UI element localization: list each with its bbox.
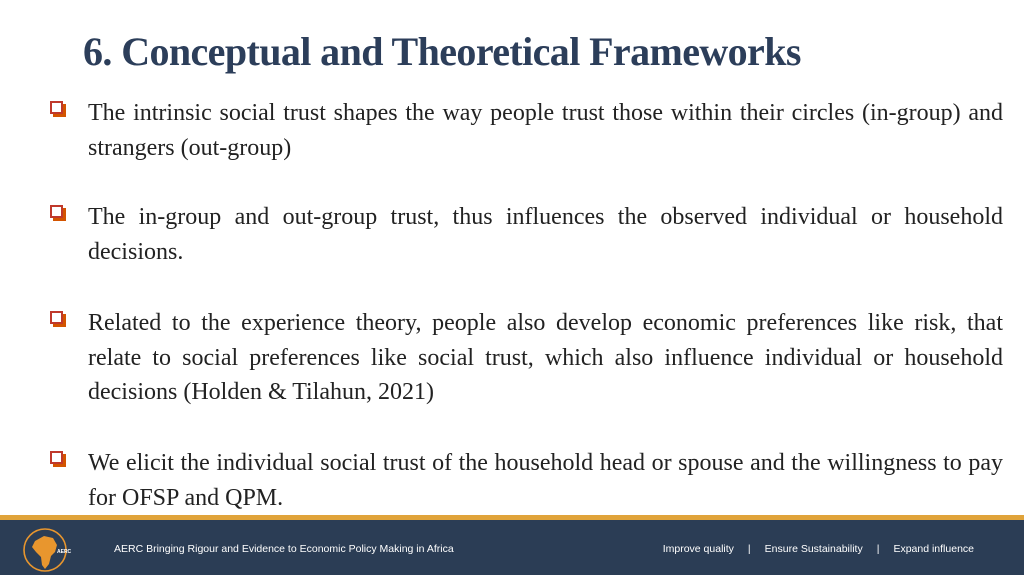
footer-tagline: AERC Bringing Rigour and Evidence to Economic Policy Making in Africa xyxy=(114,543,454,555)
slide-title: 6. Conceptual and Theoretical Frameworks xyxy=(83,29,801,74)
footer-link-ensure-sustainability: Ensure Sustainability xyxy=(764,543,863,555)
svg-text:AERC: AERC xyxy=(57,549,72,555)
bullet-item xyxy=(50,446,1003,515)
bullet-text: Related to the experience theory, people also develop economic preferences like risk, that relate to social preferences like social trust, which also influence individual or household decisions (Holden & Tilahun, 2021) xyxy=(88,310,1003,405)
checkbox-bullet-icon xyxy=(50,101,63,114)
checkbox-bullet-icon xyxy=(50,451,63,464)
footer-links xyxy=(663,543,974,555)
aerc-logo-icon xyxy=(22,525,72,575)
bullet-text: We elicit the individual social trust of the household head or spouse and the willingness to pay for OFSP and QPM. xyxy=(88,450,1003,511)
bullet-item xyxy=(50,306,1003,410)
footer-link-improve-quality: Improve quality xyxy=(662,543,734,555)
footer-separator: | xyxy=(876,543,880,555)
checkbox-bullet-icon xyxy=(50,311,63,324)
bullet-text: The in-group and out-group trust, thus influences the observed individual or household decisions. xyxy=(88,204,1003,265)
footer-link-expand-influence: Expand influence xyxy=(893,543,974,555)
bullet-item xyxy=(50,200,1003,269)
footer-separator: | xyxy=(747,543,751,555)
footer-bar xyxy=(0,515,1024,575)
bullet-item xyxy=(50,96,1003,165)
checkbox-bullet-icon xyxy=(50,205,63,218)
bullet-text: The intrinsic social trust shapes the way people trust those within their circles (in-group) and strangers (out-group) xyxy=(88,100,1003,161)
